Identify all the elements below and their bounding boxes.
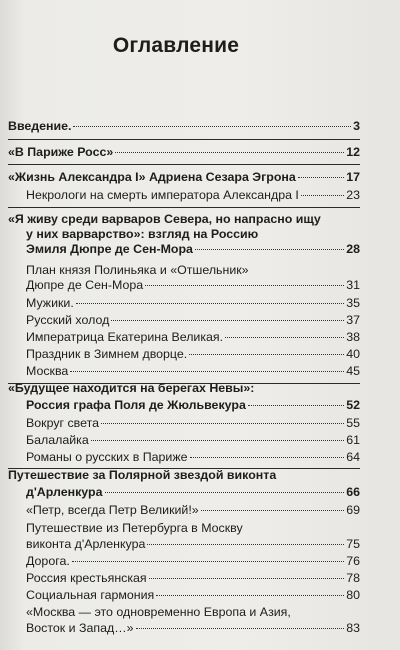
toc-page-number: 40 — [346, 347, 360, 361]
page-title: Оглавление — [112, 34, 240, 57]
toc-page-number: 75 — [346, 537, 360, 551]
toc-page-number: 45 — [346, 364, 360, 378]
toc-entry-label: Москва — [26, 364, 69, 378]
toc-entry-label: Романы о русских в Париже — [26, 450, 188, 464]
dot-leader — [91, 440, 344, 441]
toc-subentry[interactable] — [26, 416, 360, 431]
dot-leader — [149, 578, 345, 579]
toc-subentry[interactable] — [26, 278, 360, 293]
toc-page-number: 55 — [346, 416, 360, 430]
toc-subentry[interactable] — [26, 537, 360, 552]
dot-leader — [189, 354, 344, 355]
toc-page-number: 3 — [353, 119, 360, 133]
toc-entry[interactable] — [8, 170, 360, 185]
toc-page-number: 83 — [346, 621, 360, 635]
section-divider — [8, 164, 360, 165]
toc-entry-label: Императрица Екатерина Великая. — [26, 330, 224, 344]
toc-page-number: 35 — [346, 296, 360, 310]
dot-leader — [248, 405, 344, 406]
dot-leader — [76, 303, 344, 304]
toc-entry-label: Эмиля Дюпре де Сен-Мора — [26, 242, 193, 256]
toc-subentry[interactable] — [26, 588, 360, 603]
toc-entry-label: Мужики. — [26, 296, 74, 310]
dot-leader — [145, 285, 344, 286]
toc-entry-label: Некрологи на смерть императора Александра I — [26, 188, 299, 202]
dot-leader — [115, 152, 344, 153]
toc-subentry[interactable] — [26, 364, 360, 379]
section-divider — [8, 207, 360, 208]
toc-entry-label: «Петр, всегда Петр Великий!» — [26, 503, 199, 517]
toc-entry[interactable] — [8, 119, 360, 134]
toc-entry-label: Россия крестьянская — [26, 571, 147, 585]
toc-subentry[interactable] — [26, 330, 360, 345]
toc-entry-label: Праздник в Зимнем дворце. — [26, 347, 188, 361]
dot-leader — [70, 371, 344, 372]
dot-leader — [195, 249, 344, 250]
toc-entry[interactable] — [26, 398, 360, 413]
toc-entry-label-line: у них варварство»: взгляд на Россию — [26, 227, 259, 241]
toc-entry[interactable] — [8, 145, 360, 160]
toc-entry-label: «В Париже Росс» — [8, 145, 114, 159]
section-divider — [8, 139, 360, 140]
toc-entry-label: Вокруг света — [26, 416, 100, 430]
toc-page-number: 52 — [346, 398, 360, 412]
toc-page-number: 37 — [346, 313, 360, 327]
toc-subentry[interactable] — [26, 554, 360, 569]
toc-subentry[interactable] — [26, 450, 360, 465]
toc-subentry[interactable] — [26, 571, 360, 586]
toc-subentry[interactable] — [26, 313, 360, 328]
dot-leader — [136, 628, 345, 629]
toc-page-number: 23 — [346, 188, 360, 202]
toc-page-number: 78 — [346, 571, 360, 585]
dot-leader — [156, 595, 344, 596]
toc-page-number: 76 — [346, 554, 360, 568]
toc-entry[interactable] — [26, 485, 360, 500]
toc-page-number: 80 — [346, 588, 360, 602]
toc-entry-label: Восток и Запад…» — [26, 621, 134, 635]
toc-page-number: 38 — [346, 330, 360, 344]
dot-leader — [301, 195, 344, 196]
toc-entry-label: Русский холод — [26, 313, 110, 327]
toc-subentry[interactable] — [26, 433, 360, 448]
dot-leader — [298, 177, 344, 178]
toc-page-number: 61 — [346, 433, 360, 447]
dot-leader — [101, 423, 344, 424]
dot-leader — [105, 492, 345, 493]
dot-leader — [225, 337, 344, 338]
toc-page-number: 64 — [346, 450, 360, 464]
toc-entry-label: «Жизнь Александра I» Адриена Сезара Эгрона — [8, 170, 296, 184]
toc-entry-label-line: Путешествие из Петербурга в Москву — [26, 521, 243, 535]
dot-leader — [190, 457, 345, 458]
toc-entry-label: Дюпре де Сен-Мора — [26, 278, 144, 292]
toc-entry-label: Введение. — [8, 119, 72, 133]
toc-subentry[interactable] — [26, 621, 360, 636]
toc-entry-label: д'Арленкура — [26, 485, 103, 499]
toc-page-number: 17 — [346, 170, 360, 184]
dot-leader — [73, 126, 351, 127]
dot-leader — [147, 544, 344, 545]
toc-entry-label: Балалайка — [26, 433, 89, 447]
toc-entry-label-line: «Я живу среди варваров Севера, но напрасно ищу — [8, 212, 321, 226]
toc-entry-label-line: «Будущее находится на берегах Невы»: — [8, 381, 255, 395]
toc-entry-label-line: Путешествие за Полярной звездой виконта — [8, 468, 277, 482]
toc-entry[interactable] — [26, 242, 360, 257]
toc-subentry[interactable] — [26, 347, 360, 362]
dot-leader — [201, 510, 345, 511]
toc-page-number: 28 — [346, 242, 360, 256]
toc-subentry[interactable] — [26, 296, 360, 311]
toc-page-number: 66 — [346, 485, 360, 499]
dot-leader — [72, 561, 344, 562]
toc-entry-label-line: План князя Полиньяка и «Отшельник» — [26, 263, 249, 277]
toc-entry-label: виконта д'Арленкура — [26, 537, 146, 551]
toc-entry-label: Социальная гармония — [26, 588, 155, 602]
dot-leader — [111, 320, 344, 321]
toc-page-number: 69 — [346, 503, 360, 517]
toc-entry-label: Россия графа Поля де Жюльвекура — [26, 398, 246, 412]
toc-page-number: 31 — [346, 278, 360, 292]
toc-entry-label: Дорога. — [26, 554, 70, 568]
toc-page-number: 12 — [346, 145, 360, 159]
toc-entry-label-line: «Москва — это одновременно Европа и Азия, — [26, 605, 291, 619]
toc-subentry[interactable] — [26, 503, 360, 518]
toc-subentry[interactable] — [26, 188, 360, 203]
